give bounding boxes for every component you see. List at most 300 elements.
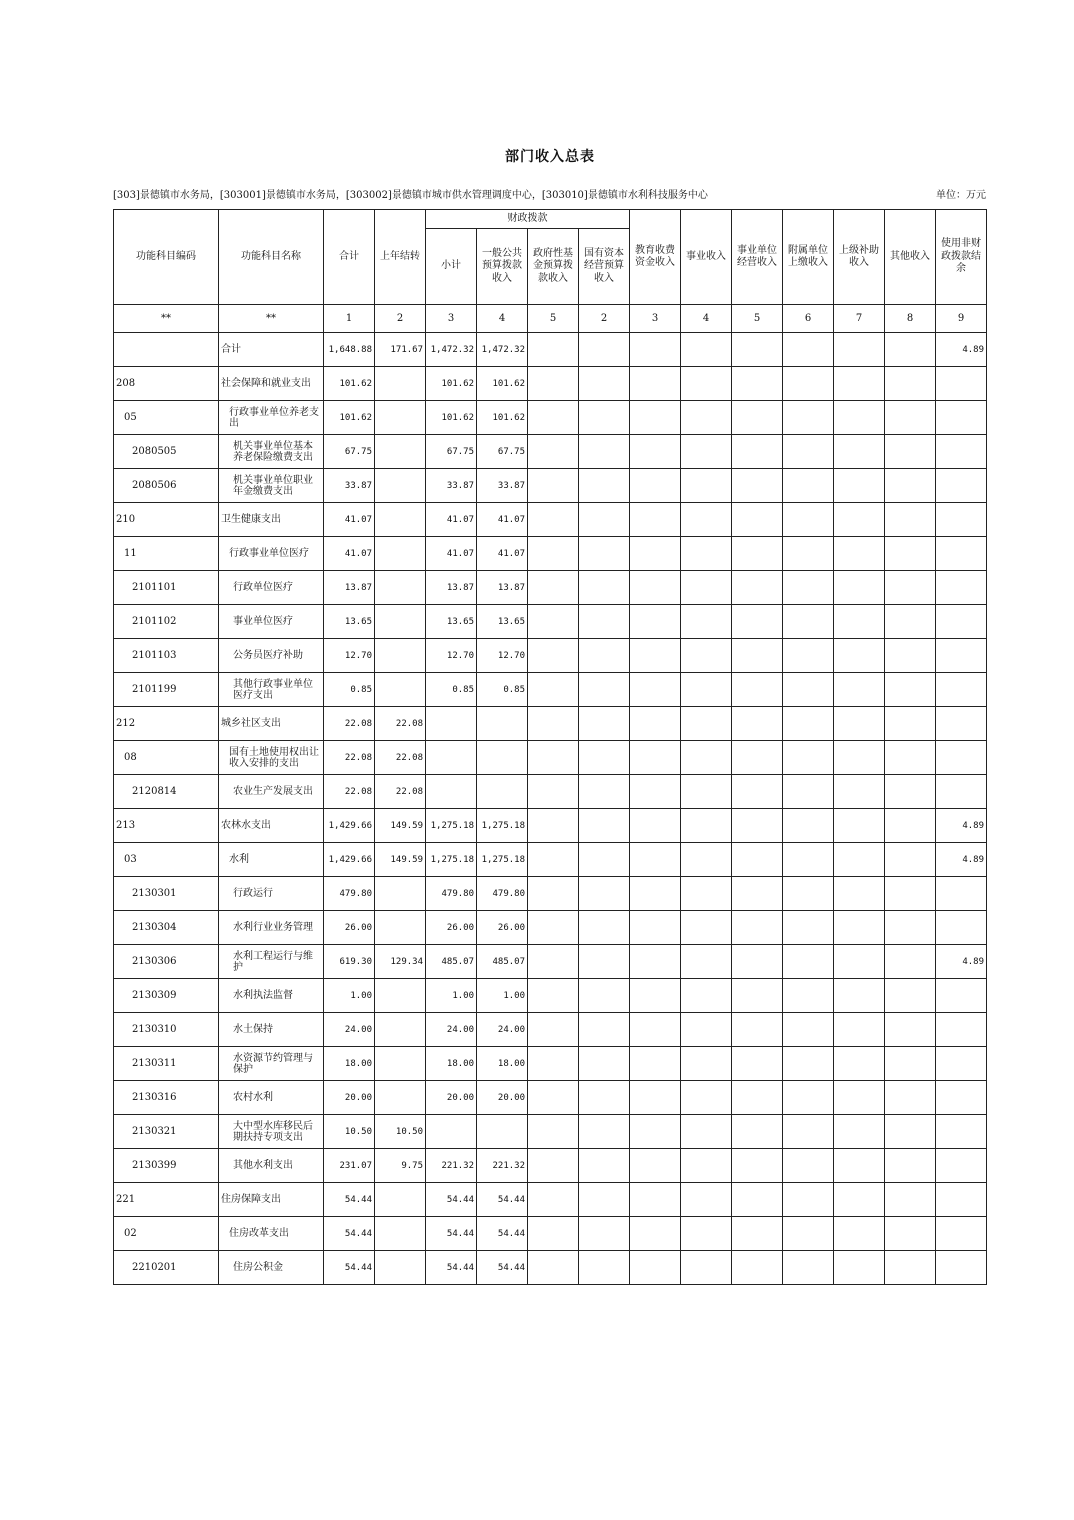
table-row bbox=[114, 537, 987, 571]
cell-empty bbox=[579, 1183, 630, 1217]
header-state-capital: 国有资本经营预算收入 bbox=[579, 229, 630, 305]
cell-name: 国有土地使用权出让收入安排的支出 bbox=[219, 741, 324, 775]
cell-carryover bbox=[375, 1251, 426, 1285]
cell-empty bbox=[630, 571, 681, 605]
cell-prior-balance bbox=[936, 503, 987, 537]
cell-empty bbox=[783, 911, 834, 945]
cell-subtotal bbox=[426, 1115, 477, 1149]
cell-empty bbox=[885, 1251, 936, 1285]
cell-empty bbox=[834, 605, 885, 639]
cell-empty bbox=[579, 503, 630, 537]
cell-empty bbox=[732, 503, 783, 537]
table-row bbox=[114, 1183, 987, 1217]
cell-code: 221 bbox=[114, 1183, 219, 1217]
column-number-cell: 3 bbox=[630, 305, 681, 333]
cell-empty bbox=[732, 1013, 783, 1047]
cell-empty bbox=[885, 469, 936, 503]
cell-total: 10.50 bbox=[324, 1115, 375, 1149]
cell-empty bbox=[783, 1047, 834, 1081]
cell-prior-balance bbox=[936, 1251, 987, 1285]
cell-empty bbox=[834, 741, 885, 775]
cell-empty bbox=[783, 843, 834, 877]
cell-empty bbox=[783, 707, 834, 741]
cell-empty bbox=[681, 979, 732, 1013]
cell-empty bbox=[783, 673, 834, 707]
cell-empty bbox=[783, 1217, 834, 1251]
cell-empty bbox=[783, 537, 834, 571]
cell-empty bbox=[528, 367, 579, 401]
cell-code: 05 bbox=[114, 401, 219, 435]
cell-empty bbox=[783, 1183, 834, 1217]
header-fiscal-subtotal: 小计 bbox=[426, 229, 477, 305]
cell-empty bbox=[732, 537, 783, 571]
cell-empty bbox=[783, 571, 834, 605]
cell-subtotal: 24.00 bbox=[426, 1013, 477, 1047]
cell-empty bbox=[579, 809, 630, 843]
cell-empty bbox=[783, 401, 834, 435]
cell-empty bbox=[885, 741, 936, 775]
cell-general: 54.44 bbox=[477, 1251, 528, 1285]
column-number-cell: ** bbox=[114, 305, 219, 333]
cell-prior-balance bbox=[936, 1183, 987, 1217]
cell-empty bbox=[783, 1149, 834, 1183]
cell-empty bbox=[732, 741, 783, 775]
cell-empty bbox=[681, 1149, 732, 1183]
header-subordinate-income: 附属单位上缴收入 bbox=[783, 210, 834, 305]
cell-empty bbox=[783, 605, 834, 639]
cell-code: 2130316 bbox=[114, 1081, 219, 1115]
cell-empty bbox=[732, 775, 783, 809]
cell-empty bbox=[528, 1081, 579, 1115]
cell-empty bbox=[579, 537, 630, 571]
cell-empty bbox=[834, 911, 885, 945]
cell-empty bbox=[885, 843, 936, 877]
cell-empty bbox=[681, 401, 732, 435]
cell-empty bbox=[630, 1047, 681, 1081]
cell-empty bbox=[681, 707, 732, 741]
table-row bbox=[114, 333, 987, 367]
cell-empty bbox=[681, 639, 732, 673]
cell-carryover bbox=[375, 537, 426, 571]
cell-name: 公务员医疗补助 bbox=[219, 639, 324, 673]
cell-total: 67.75 bbox=[324, 435, 375, 469]
cell-name: 水利工程运行与维护 bbox=[219, 945, 324, 979]
column-number-cell: 3 bbox=[426, 305, 477, 333]
cell-code: 212 bbox=[114, 707, 219, 741]
cell-empty bbox=[528, 537, 579, 571]
table-row bbox=[114, 639, 987, 673]
cell-total: 24.00 bbox=[324, 1013, 375, 1047]
cell-empty bbox=[732, 979, 783, 1013]
cell-prior-balance: 4.89 bbox=[936, 843, 987, 877]
cell-general bbox=[477, 1115, 528, 1149]
cell-empty bbox=[579, 979, 630, 1013]
cell-empty bbox=[579, 435, 630, 469]
cell-code: 2130311 bbox=[114, 1047, 219, 1081]
cell-carryover: 149.59 bbox=[375, 809, 426, 843]
cell-empty bbox=[834, 1047, 885, 1081]
cell-name: 农村水利 bbox=[219, 1081, 324, 1115]
cell-empty bbox=[579, 877, 630, 911]
cell-empty bbox=[528, 1217, 579, 1251]
cell-total: 54.44 bbox=[324, 1217, 375, 1251]
cell-empty bbox=[630, 435, 681, 469]
table-row bbox=[114, 1217, 987, 1251]
cell-code: 2080505 bbox=[114, 435, 219, 469]
cell-empty bbox=[885, 1047, 936, 1081]
cell-empty bbox=[630, 843, 681, 877]
header-prior-balance: 使用非财政拨款结余 bbox=[936, 210, 987, 305]
cell-prior-balance: 4.89 bbox=[936, 333, 987, 367]
cell-empty bbox=[528, 945, 579, 979]
cell-carryover bbox=[375, 639, 426, 673]
cell-empty bbox=[681, 605, 732, 639]
cell-general: 54.44 bbox=[477, 1217, 528, 1251]
table-row bbox=[114, 945, 987, 979]
cell-empty bbox=[681, 537, 732, 571]
cell-total: 13.87 bbox=[324, 571, 375, 605]
cell-prior-balance bbox=[936, 1013, 987, 1047]
cell-name: 水土保持 bbox=[219, 1013, 324, 1047]
cell-empty bbox=[885, 401, 936, 435]
cell-empty bbox=[783, 741, 834, 775]
header-other-income: 其他收入 bbox=[885, 210, 936, 305]
cell-carryover bbox=[375, 1217, 426, 1251]
cell-empty bbox=[630, 401, 681, 435]
cell-name: 行政运行 bbox=[219, 877, 324, 911]
cell-general: 41.07 bbox=[477, 503, 528, 537]
cell-code: 02 bbox=[114, 1217, 219, 1251]
table-row bbox=[114, 605, 987, 639]
cell-code: 2101103 bbox=[114, 639, 219, 673]
cell-empty bbox=[834, 707, 885, 741]
cell-empty bbox=[528, 1013, 579, 1047]
cell-empty bbox=[630, 1081, 681, 1115]
cell-empty bbox=[528, 1115, 579, 1149]
cell-subtotal: 26.00 bbox=[426, 911, 477, 945]
cell-empty bbox=[885, 503, 936, 537]
cell-general: 221.32 bbox=[477, 1149, 528, 1183]
cell-carryover: 149.59 bbox=[375, 843, 426, 877]
cell-code: 2130309 bbox=[114, 979, 219, 1013]
cell-total: 54.44 bbox=[324, 1183, 375, 1217]
cell-empty bbox=[630, 707, 681, 741]
cell-empty bbox=[834, 639, 885, 673]
cell-empty bbox=[579, 945, 630, 979]
cell-empty bbox=[630, 503, 681, 537]
cell-empty bbox=[681, 1013, 732, 1047]
cell-empty bbox=[528, 401, 579, 435]
cell-empty bbox=[783, 333, 834, 367]
cell-empty bbox=[732, 1183, 783, 1217]
cell-prior-balance: 4.89 bbox=[936, 809, 987, 843]
cell-empty bbox=[732, 1115, 783, 1149]
cell-empty bbox=[630, 469, 681, 503]
header-business-income: 事业收入 bbox=[681, 210, 732, 305]
header-total: 合计 bbox=[324, 210, 375, 305]
column-number-row bbox=[114, 305, 987, 333]
cell-name: 机关事业单位职业年金缴费支出 bbox=[219, 469, 324, 503]
cell-empty bbox=[885, 1217, 936, 1251]
cell-carryover bbox=[375, 367, 426, 401]
cell-empty bbox=[681, 1251, 732, 1285]
cell-empty bbox=[579, 1013, 630, 1047]
cell-name: 社会保障和就业支出 bbox=[219, 367, 324, 401]
cell-subtotal: 12.70 bbox=[426, 639, 477, 673]
cell-empty bbox=[630, 945, 681, 979]
cell-empty bbox=[528, 1183, 579, 1217]
cell-empty bbox=[528, 435, 579, 469]
cell-prior-balance bbox=[936, 775, 987, 809]
cell-name: 水利 bbox=[219, 843, 324, 877]
cell-empty bbox=[834, 1217, 885, 1251]
cell-empty bbox=[885, 673, 936, 707]
cell-empty bbox=[885, 1183, 936, 1217]
cell-carryover bbox=[375, 1013, 426, 1047]
cell-empty bbox=[681, 1047, 732, 1081]
cell-empty bbox=[630, 809, 681, 843]
cell-empty bbox=[732, 333, 783, 367]
cell-prior-balance bbox=[936, 571, 987, 605]
cell-subtotal: 485.07 bbox=[426, 945, 477, 979]
cell-code: 2130301 bbox=[114, 877, 219, 911]
header-fiscal-group: 财政拨款 bbox=[426, 210, 630, 229]
cell-general: 1,472.32 bbox=[477, 333, 528, 367]
table-row bbox=[114, 1251, 987, 1285]
cell-code: 2080506 bbox=[114, 469, 219, 503]
table-row bbox=[114, 401, 987, 435]
cell-empty bbox=[732, 1217, 783, 1251]
cell-name: 行政单位医疗 bbox=[219, 571, 324, 605]
cell-empty bbox=[528, 673, 579, 707]
cell-empty bbox=[528, 1047, 579, 1081]
cell-empty bbox=[681, 775, 732, 809]
table-row bbox=[114, 1013, 987, 1047]
cell-empty bbox=[732, 945, 783, 979]
table-row bbox=[114, 707, 987, 741]
header-edu-fee: 教育收费资金收入 bbox=[630, 210, 681, 305]
cell-empty bbox=[834, 333, 885, 367]
cell-empty bbox=[885, 707, 936, 741]
table-row bbox=[114, 367, 987, 401]
table-row bbox=[114, 809, 987, 843]
cell-subtotal: 1,275.18 bbox=[426, 843, 477, 877]
header-name: 功能科目名称 bbox=[219, 210, 324, 305]
column-number-cell: 4 bbox=[681, 305, 732, 333]
header-carryover: 上年结转 bbox=[375, 210, 426, 305]
cell-code: 2120814 bbox=[114, 775, 219, 809]
cell-empty bbox=[528, 775, 579, 809]
cell-name: 卫生健康支出 bbox=[219, 503, 324, 537]
table-row bbox=[114, 1115, 987, 1149]
cell-empty bbox=[834, 1115, 885, 1149]
cell-empty bbox=[732, 877, 783, 911]
cell-prior-balance bbox=[936, 537, 987, 571]
cell-empty bbox=[732, 911, 783, 945]
cell-empty bbox=[732, 367, 783, 401]
cell-empty bbox=[579, 911, 630, 945]
cell-empty bbox=[528, 1251, 579, 1285]
cell-empty bbox=[528, 741, 579, 775]
cell-empty bbox=[579, 1149, 630, 1183]
cell-empty bbox=[681, 877, 732, 911]
cell-subtotal: 54.44 bbox=[426, 1251, 477, 1285]
cell-empty bbox=[579, 775, 630, 809]
header-operating-income: 事业单位经营收入 bbox=[732, 210, 783, 305]
cell-empty bbox=[783, 1013, 834, 1047]
cell-empty bbox=[630, 1183, 681, 1217]
cell-empty bbox=[732, 469, 783, 503]
table-row bbox=[114, 775, 987, 809]
cell-name: 行政事业单位养老支出 bbox=[219, 401, 324, 435]
cell-subtotal: 0.85 bbox=[426, 673, 477, 707]
cell-code: 2130310 bbox=[114, 1013, 219, 1047]
cell-code: 2130306 bbox=[114, 945, 219, 979]
cell-empty bbox=[630, 877, 681, 911]
cell-empty bbox=[630, 605, 681, 639]
cell-empty bbox=[579, 1251, 630, 1285]
cell-total: 0.85 bbox=[324, 673, 375, 707]
cell-empty bbox=[681, 435, 732, 469]
table-row bbox=[114, 877, 987, 911]
cell-name: 其他行政事业单位医疗支出 bbox=[219, 673, 324, 707]
cell-general: 485.07 bbox=[477, 945, 528, 979]
cell-general: 33.87 bbox=[477, 469, 528, 503]
cell-name: 水利执法监督 bbox=[219, 979, 324, 1013]
cell-total: 26.00 bbox=[324, 911, 375, 945]
cell-empty bbox=[579, 1047, 630, 1081]
cell-prior-balance bbox=[936, 435, 987, 469]
cell-empty bbox=[681, 945, 732, 979]
table-row bbox=[114, 469, 987, 503]
cell-empty bbox=[681, 367, 732, 401]
cell-empty bbox=[732, 401, 783, 435]
cell-carryover bbox=[375, 1183, 426, 1217]
cell-name: 农业生产发展支出 bbox=[219, 775, 324, 809]
cell-empty bbox=[630, 367, 681, 401]
cell-general: 101.62 bbox=[477, 367, 528, 401]
cell-code: 08 bbox=[114, 741, 219, 775]
cell-empty bbox=[681, 1183, 732, 1217]
column-number-cell: 9 bbox=[936, 305, 987, 333]
cell-total: 33.87 bbox=[324, 469, 375, 503]
cell-empty bbox=[732, 1047, 783, 1081]
table-row bbox=[114, 1081, 987, 1115]
cell-empty bbox=[681, 1115, 732, 1149]
cell-empty bbox=[732, 707, 783, 741]
cell-empty bbox=[681, 673, 732, 707]
cell-empty bbox=[732, 843, 783, 877]
cell-code: 2130304 bbox=[114, 911, 219, 945]
table-row bbox=[114, 979, 987, 1013]
cell-subtotal: 101.62 bbox=[426, 401, 477, 435]
cell-name: 其他水利支出 bbox=[219, 1149, 324, 1183]
cell-subtotal: 54.44 bbox=[426, 1217, 477, 1251]
cell-prior-balance bbox=[936, 1047, 987, 1081]
cell-carryover bbox=[375, 877, 426, 911]
cell-carryover bbox=[375, 435, 426, 469]
cell-empty bbox=[630, 911, 681, 945]
cell-carryover: 10.50 bbox=[375, 1115, 426, 1149]
cell-carryover: 9.75 bbox=[375, 1149, 426, 1183]
cell-empty bbox=[630, 775, 681, 809]
table-row bbox=[114, 571, 987, 605]
cell-subtotal: 18.00 bbox=[426, 1047, 477, 1081]
cell-subtotal: 1.00 bbox=[426, 979, 477, 1013]
cell-empty bbox=[834, 1251, 885, 1285]
cell-general: 1.00 bbox=[477, 979, 528, 1013]
cell-empty bbox=[630, 1251, 681, 1285]
cell-empty bbox=[834, 435, 885, 469]
cell-total: 22.08 bbox=[324, 707, 375, 741]
cell-empty bbox=[834, 571, 885, 605]
cell-carryover: 22.08 bbox=[375, 775, 426, 809]
cell-empty bbox=[630, 1013, 681, 1047]
cell-general: 24.00 bbox=[477, 1013, 528, 1047]
cell-empty bbox=[783, 639, 834, 673]
cell-total: 1,429.66 bbox=[324, 809, 375, 843]
cell-empty bbox=[885, 1149, 936, 1183]
cell-carryover: 22.08 bbox=[375, 707, 426, 741]
cell-code: 2101102 bbox=[114, 605, 219, 639]
cell-empty bbox=[528, 707, 579, 741]
cell-empty bbox=[528, 503, 579, 537]
cell-empty bbox=[630, 1149, 681, 1183]
column-number-cell: ** bbox=[219, 305, 324, 333]
cell-total: 12.70 bbox=[324, 639, 375, 673]
cell-name: 大中型水库移民后期扶持专项支出 bbox=[219, 1115, 324, 1149]
cell-empty bbox=[579, 605, 630, 639]
cell-empty bbox=[579, 1081, 630, 1115]
cell-prior-balance bbox=[936, 401, 987, 435]
cell-code: 210 bbox=[114, 503, 219, 537]
cell-empty bbox=[885, 809, 936, 843]
cell-empty bbox=[885, 367, 936, 401]
cell-empty bbox=[834, 775, 885, 809]
unit-list: [303]景德镇市水务局，[303001]景德镇市水务局，[303002]景德镇市城市供水管理调度中心，[303010]景德镇市水利科技服务中心 bbox=[113, 190, 708, 201]
cell-empty bbox=[528, 911, 579, 945]
cell-empty bbox=[885, 775, 936, 809]
cell-empty bbox=[630, 741, 681, 775]
cell-total: 619.30 bbox=[324, 945, 375, 979]
cell-carryover: 22.08 bbox=[375, 741, 426, 775]
cell-name: 住房改革支出 bbox=[219, 1217, 324, 1251]
cell-prior-balance bbox=[936, 367, 987, 401]
cell-empty bbox=[834, 537, 885, 571]
cell-empty bbox=[783, 809, 834, 843]
cell-name: 农林水支出 bbox=[219, 809, 324, 843]
cell-general: 18.00 bbox=[477, 1047, 528, 1081]
cell-subtotal: 479.80 bbox=[426, 877, 477, 911]
cell-empty bbox=[528, 843, 579, 877]
cell-prior-balance bbox=[936, 911, 987, 945]
column-number-cell: 7 bbox=[834, 305, 885, 333]
cell-general: 67.75 bbox=[477, 435, 528, 469]
cell-empty bbox=[732, 1149, 783, 1183]
cell-name: 行政事业单位医疗 bbox=[219, 537, 324, 571]
cell-empty bbox=[885, 911, 936, 945]
cell-prior-balance bbox=[936, 1081, 987, 1115]
cell-empty bbox=[732, 639, 783, 673]
cell-empty bbox=[885, 571, 936, 605]
table-row bbox=[114, 843, 987, 877]
cell-general: 13.65 bbox=[477, 605, 528, 639]
cell-empty bbox=[732, 435, 783, 469]
cell-total: 1,429.66 bbox=[324, 843, 375, 877]
column-number-cell: 6 bbox=[783, 305, 834, 333]
cell-empty bbox=[528, 469, 579, 503]
cell-subtotal: 13.65 bbox=[426, 605, 477, 639]
